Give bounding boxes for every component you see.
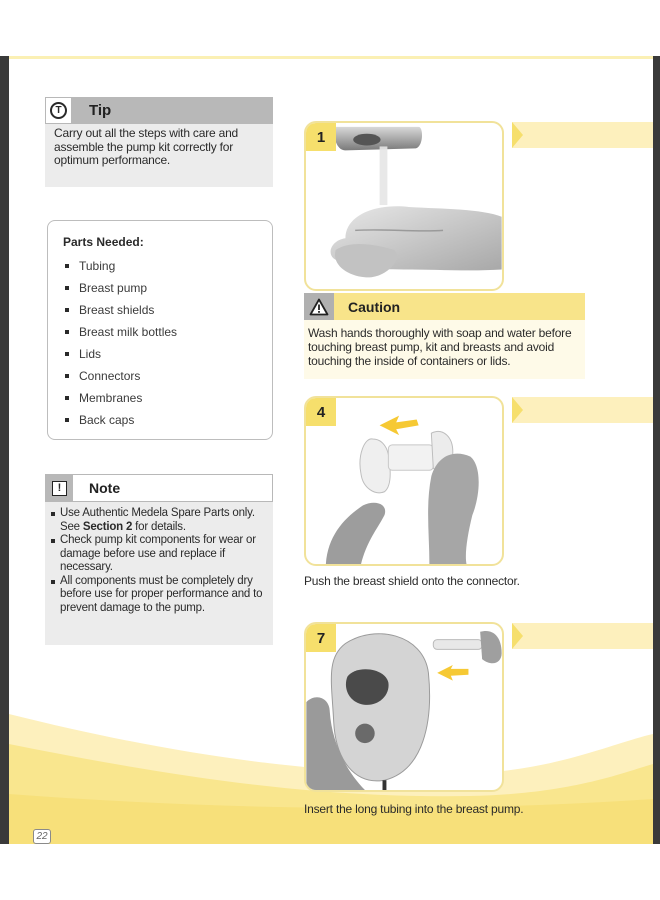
- bullet-icon: [65, 418, 69, 422]
- page-number: 22: [33, 829, 51, 844]
- list-item: Breast shields: [63, 299, 272, 321]
- step-4-caption: Push the breast shield onto the connector.: [304, 574, 520, 588]
- tip-icon: T: [50, 102, 67, 119]
- step-1-illustration: [304, 121, 504, 291]
- step-7-illustration: [304, 622, 504, 792]
- parts-list: [63, 255, 272, 431]
- arrow-right-icon: [512, 623, 523, 649]
- viewer-frame-right: [653, 56, 660, 844]
- arrow-right-icon: [512, 397, 523, 423]
- step-1-band: [512, 122, 653, 148]
- step-7-band: [512, 623, 653, 649]
- step-4-illustration: [304, 396, 504, 566]
- list-item: Membranes: [63, 387, 272, 409]
- list-item: Lids: [63, 343, 272, 365]
- bullet-icon: [65, 264, 69, 268]
- bullet-icon: [65, 396, 69, 400]
- parts-needed-box: [47, 220, 273, 440]
- note-box: [45, 474, 273, 645]
- warning-triangle-icon: [309, 298, 329, 316]
- list-item: Tubing: [63, 255, 272, 277]
- bullet-icon: [65, 286, 69, 290]
- page-top-rule: [9, 56, 653, 59]
- step-number: 1: [306, 123, 336, 151]
- parts-needed-title: Parts Needed:: [63, 235, 144, 249]
- list-item: Breast milk bottles: [63, 321, 272, 343]
- tip-box: [45, 97, 273, 187]
- note-list: [45, 502, 273, 615]
- step-number: 7: [306, 624, 336, 652]
- list-item: Check pump kit components for wear or damage before use and replace if necessary.: [51, 534, 267, 575]
- tip-header: [45, 97, 273, 124]
- caution-header: [304, 293, 585, 320]
- list-item: All components must be completely dry before use for proper performance and to prevent damage to the pump.: [51, 575, 267, 616]
- step-number: 4: [306, 398, 336, 426]
- bullet-icon: [65, 330, 69, 334]
- list-item: Back caps: [63, 409, 272, 431]
- bullet-icon: [65, 308, 69, 312]
- bullet-icon: [65, 352, 69, 356]
- caution-title: Caution: [348, 298, 401, 315]
- caution-box: [304, 293, 585, 379]
- caution-text: Wash hands thoroughly with soap and water before touching breast pump, kit and breasts and avoid touching the inside of containers or lids.: [308, 326, 572, 368]
- manual-page: [9, 56, 653, 844]
- tip-title: Tip: [89, 102, 112, 119]
- note-title: Note: [89, 480, 121, 496]
- viewer-frame-left: [0, 56, 9, 844]
- note-header: [45, 474, 273, 502]
- step-7-caption: Insert the long tubing into the breast pump.: [304, 802, 524, 816]
- arrow-right-icon: [512, 122, 523, 148]
- step-4-band: [512, 397, 653, 423]
- list-item: Use Authentic Medela Spare Parts only. See Section 2 for details.: [51, 507, 267, 534]
- tip-text: Carry out all the steps with care and assemble the pump kit correctly for optimum performance.: [54, 126, 239, 167]
- list-item: Breast pump: [63, 277, 272, 299]
- exclamation-icon: !: [52, 481, 67, 496]
- bullet-icon: [65, 374, 69, 378]
- list-item: Connectors: [63, 365, 272, 387]
